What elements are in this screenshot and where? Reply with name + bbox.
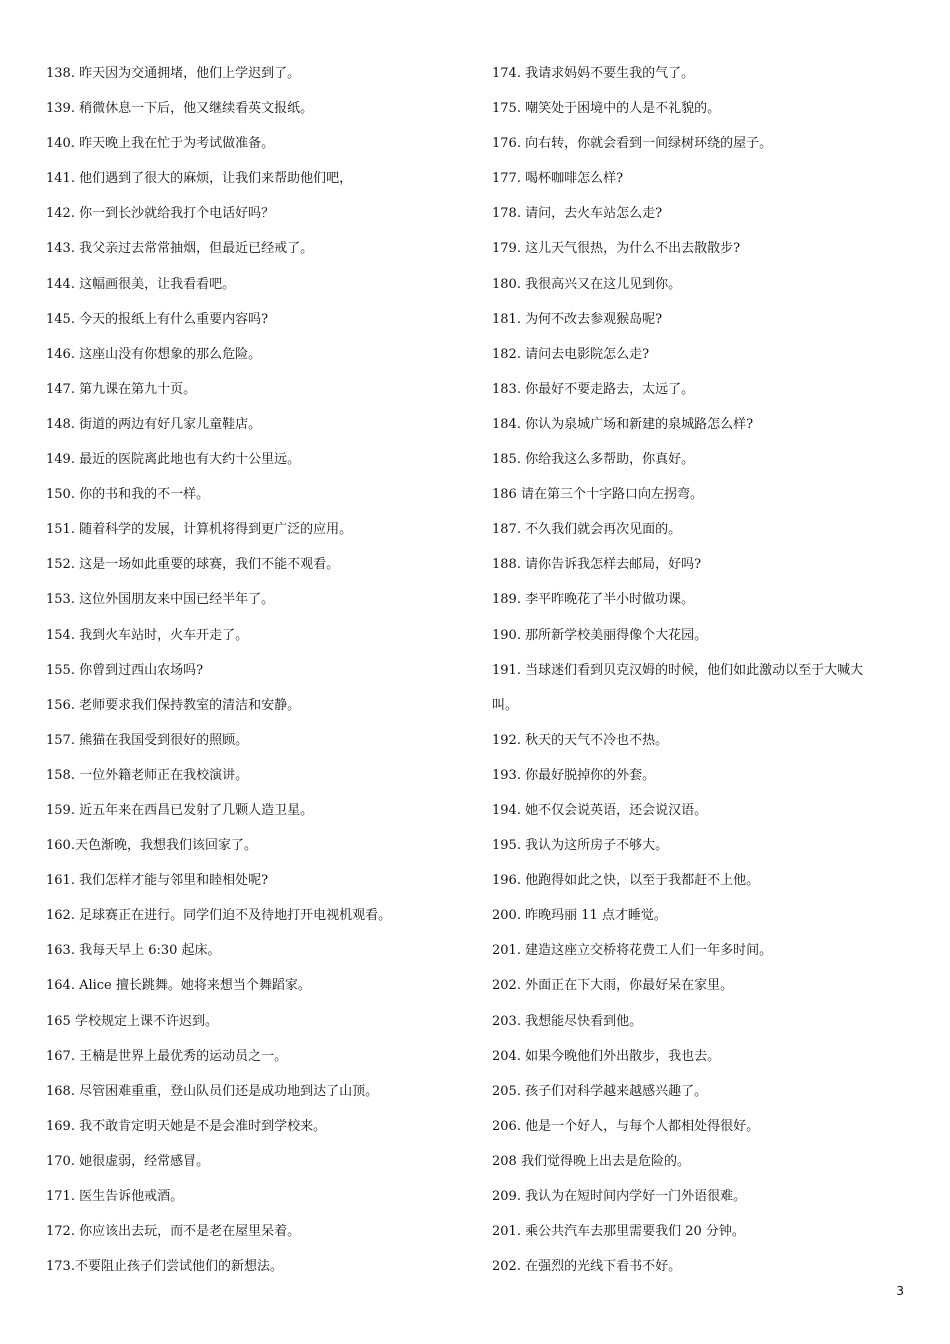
sentence-line: 176. 向右转，你就会看到一间绿树环绕的屋子。	[492, 136, 773, 152]
sentence-line: 180. 我很高兴又在这儿见到你。	[492, 276, 682, 292]
sentence-line: 178. 请问，去火车站怎么走?	[492, 206, 663, 222]
sentence-line: 143. 我父亲过去常常抽烟，但最近已经戒了。	[46, 241, 314, 257]
sentence-line: 159. 近五年来在西昌已发射了几颗人造卫星。	[46, 802, 314, 818]
sentence-line: 154. 我到火车站时，火车开走了。	[46, 627, 249, 643]
sentence-line: 184. 你认为泉城广场和新建的泉城路怎么样?	[492, 416, 754, 432]
sentence-line: 191. 当球迷们看到贝克汉姆的时候，他们如此激动以至于大喊大	[492, 662, 864, 678]
sentence-line: 141. 他们遇到了很大的麻烦，让我们来帮助他们吧，	[46, 171, 353, 187]
sentence-line: 139. 稍微休息一下后，他又继续看英文报纸。	[46, 101, 314, 117]
page-number: 3	[896, 1284, 904, 1298]
sentence-line: 168. 尽管困难重重，登山队员们还是成功地到达了山顶。	[46, 1083, 379, 1099]
sentence-line: 142. 你一到长沙就给我打个电话好吗？	[46, 206, 275, 222]
sentence-line: 202. 在强烈的光线下看书不好。	[492, 1259, 682, 1275]
sentence-line: 185. 你给我这么多帮助，你真好。	[492, 452, 695, 468]
sentence-line: 190. 那所新学校美丽得像个大花园。	[492, 627, 708, 643]
left-column	[46, 56, 466, 1284]
sentence-line: 194. 她不仅会说英语，还会说汉语。	[492, 802, 708, 818]
sentence-line: 193. 你最好脱掉你的外套。	[492, 767, 656, 783]
sentence-line: 182. 请问去电影院怎么走?	[492, 346, 650, 362]
sentence-line: 138. 昨天因为交通拥堵，他们上学迟到了。	[46, 66, 301, 81]
sentence-line: 149. 最近的医院离此地也有大约十公里远。	[46, 452, 301, 468]
sentence-line: 196. 他跑得如此之快，以至于我都赶不上他。	[492, 873, 760, 889]
sentence-line: 158. 一位外籍老师正在我校演讲。	[46, 767, 249, 783]
sentence-line: 164. Alice 擅长跳舞。她将来想当个舞蹈家。	[46, 978, 311, 994]
sentence-line: 146. 这座山没有你想象的那么危险。	[46, 346, 262, 362]
sentence-line: 156. 老师要求我们保持教室的清洁和安静。	[46, 697, 301, 713]
sentence-line: 155. 你曾到过西山农场吗?	[46, 662, 204, 678]
sentence-line: 179. 这儿天气很热，为什么不出去散散步?	[492, 241, 741, 257]
sentence-line: 200. 昨晚玛丽 11 点才睡觉。	[492, 908, 667, 924]
sentence-line: 208 我们觉得晚上出去是危险的。	[492, 1153, 690, 1169]
sentence-line: 174. 我请求妈妈不要生我的气了。	[492, 66, 695, 81]
sentence-line: 204. 如果今晚他们外出散步，我也去。	[492, 1048, 721, 1064]
sentence-line: 205. 孩子们对科学越来越感兴趣了。	[492, 1083, 708, 1099]
right-column	[492, 56, 914, 1284]
sentence-line: 177. 喝杯咖啡怎么样?	[492, 171, 624, 187]
sentence-line: 172. 你应该出去玩，而不是老在屋里呆着。	[46, 1224, 301, 1240]
sentence-line: 181. 为何不改去参观猴岛呢?	[492, 311, 663, 327]
sentence-line: 169. 我不敢肯定明天她是不是会准时到学校来。	[46, 1118, 327, 1134]
sentence-line: 186 请在第三个十字路口向左拐弯。	[492, 487, 703, 503]
sentence-line: 145. 今天的报纸上有什么重要内容吗?	[46, 311, 269, 327]
sentence-line: 165 学校规定上课不许迟到。	[46, 1013, 218, 1029]
sentence-line: 187. 不久我们就会再次见面的。	[492, 522, 682, 538]
sentence-line: 150. 你的书和我的不一样。	[46, 487, 210, 503]
sentence-line: 209. 我认为在短时间内学好一门外语很难。	[492, 1189, 747, 1204]
sentence-line: 叫。	[492, 697, 519, 713]
sentence-line: 163. 我每天早上 6:30 起床。	[46, 943, 221, 959]
sentence-line: 170. 她很虚弱，经常感冒。	[46, 1153, 210, 1169]
sentence-line: 147. 第九课在第九十页。	[46, 381, 197, 397]
sentence-line: 202. 外面正在下大雨，你最好呆在家里。	[492, 978, 734, 994]
sentence-line: 171. 医生告诉他戒酒。	[46, 1189, 184, 1204]
sentence-line: 152. 这是一场如此重要的球赛，我们不能不观看。	[46, 557, 340, 573]
sentence-line: 140. 昨天晚上我在忙于为考试做准备。	[46, 136, 275, 152]
sentence-line: 206. 他是一个好人，与每个人都相处得很好。	[492, 1118, 760, 1134]
sentence-line: 144. 这幅画很美，让我看看吧。	[46, 276, 236, 292]
sentence-line: 201. 乘公共汽车去那里需要我们 20 分钟。	[492, 1224, 745, 1240]
sentence-line: 160.天色渐晚，我想我们该回家了。	[46, 838, 257, 854]
sentence-line: 148. 街道的两边有好几家儿童鞋店。	[46, 416, 262, 432]
sentence-line: 203. 我想能尽快看到他。	[492, 1013, 643, 1029]
sentence-line: 161. 我们怎样才能与邻里和睦相处呢?	[46, 873, 269, 889]
sentence-line: 153. 这位外国朋友来中国已经半年了。	[46, 592, 275, 608]
sentence-line: 151. 随着科学的发展，计算机将得到更广泛的应用。	[46, 522, 353, 538]
sentence-line: 192. 秋天的天气不冷也不热。	[492, 732, 669, 748]
sentence-line: 162. 足球赛正在进行。同学们迫不及待地打开电视机观看。	[46, 908, 392, 924]
sentence-line: 195. 我认为这所房子不够大。	[492, 838, 669, 854]
sentence-line: 175. 嘲笑处于困境中的人是不礼貌的。	[492, 101, 721, 117]
sentence-line: 189. 李平昨晚花了半小时做功课。	[492, 592, 695, 608]
sentence-line: 167. 王楠是世界上最优秀的运动员之一。	[46, 1048, 288, 1064]
sentence-line: 183. 你最好不要走路去，太远了。	[492, 381, 695, 397]
sentence-line: 173.不要阻止孩子们尝试他们的新想法。	[46, 1259, 283, 1275]
sentence-line: 201. 建造这座立交桥将花费工人们一年多时间。	[492, 943, 773, 959]
sentence-line: 157. 熊猫在我国受到很好的照顾。	[46, 732, 249, 748]
sentence-line: 188. 请你告诉我怎样去邮局，好吗?	[492, 557, 702, 573]
